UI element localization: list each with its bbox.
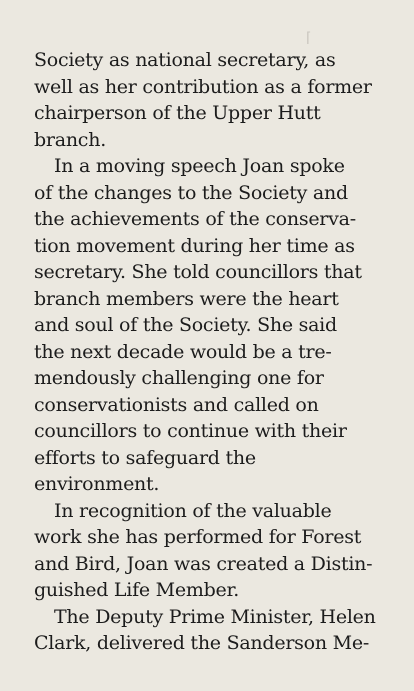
text-line: chairperson of the Upper Hutt (34, 102, 321, 124)
text-line: The Deputy Prime Minister, Helen (54, 605, 376, 628)
text-line: Clark, delivered the Sanderson Me- (34, 632, 369, 654)
text-line: the achievements of the conserva- (34, 208, 356, 230)
text-line: mendously challenging one for (34, 367, 324, 389)
text-line: and Bird, Joan was created a Distin- (34, 552, 373, 575)
text-line: work she has performed for Forest (34, 526, 362, 548)
article-paragraph (34, 498, 379, 604)
text-line: Society as national secretary, as (34, 49, 336, 71)
text-line: and soul of the Society. She said (34, 314, 337, 336)
text-line: In a moving speech Joan spoke (54, 155, 345, 177)
article-text-column (34, 47, 379, 657)
text-line: In recognition of the valuable (54, 499, 332, 522)
text-line: branch members were the heart (34, 287, 339, 310)
article-paragraph (34, 47, 379, 153)
text-line: the next decade would be a tre- (34, 340, 332, 363)
text-line: branch. (34, 128, 106, 151)
article-paragraph (34, 153, 379, 498)
text-line: efforts to safeguard the (34, 446, 256, 469)
text-line: well as her contribution as a former (34, 75, 372, 98)
text-line: councillors to continue with their (34, 420, 347, 442)
text-line: environment. (34, 473, 160, 495)
text-line: conservationists and called on (34, 393, 319, 416)
paper-mark: ⌈ (306, 30, 312, 46)
text-line: of the changes to the Society and (34, 181, 348, 204)
text-line: guished Life Member. (34, 579, 240, 601)
text-line: tion movement during her time as (34, 234, 355, 257)
text-line: secretary. She told councillors that (34, 261, 362, 283)
article-paragraph (34, 604, 379, 657)
